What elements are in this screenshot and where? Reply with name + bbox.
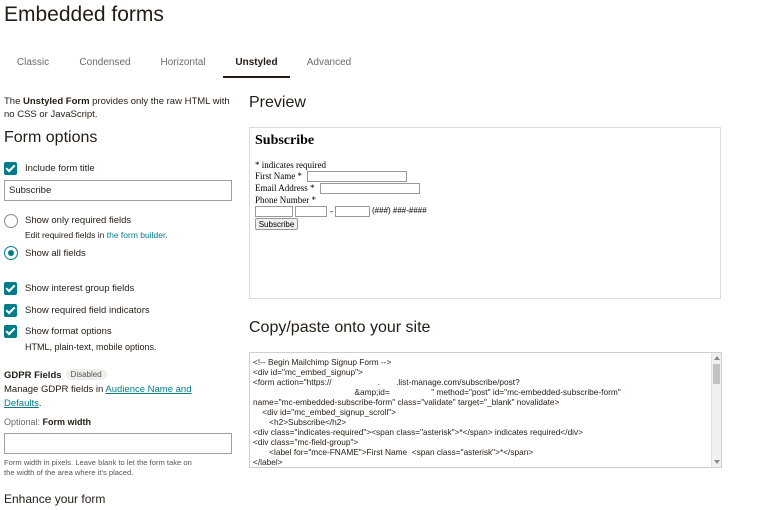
tab-classic[interactable]: Classic xyxy=(16,57,50,68)
preview-form-title: Subscribe xyxy=(255,133,315,148)
format-options-help: HTML, plain-text, mobile options. xyxy=(25,342,157,352)
scroll-up-arrow-icon[interactable] xyxy=(714,356,720,360)
format-options-label: Show format options xyxy=(25,326,112,337)
form-width-input[interactable] xyxy=(4,433,232,454)
preview-panel xyxy=(249,127,721,299)
preview-phone-line-input[interactable] xyxy=(335,206,370,217)
interest-group-checkbox[interactable] xyxy=(4,282,17,295)
code-line: <div class="mc-field-group"> xyxy=(253,437,359,447)
gdpr-disabled-badge: Disabled xyxy=(66,369,107,380)
code-line: <!-- Begin Mailchimp Signup Form --> xyxy=(253,357,392,367)
show-required-fields-label: Show only required fields xyxy=(25,215,132,226)
enhance-form-heading: Enhance your form xyxy=(4,492,106,506)
preview-required-note: * indicates required xyxy=(255,160,326,170)
form-options-heading: Form options xyxy=(4,129,98,146)
tab-horizontal[interactable]: Horizontal xyxy=(160,57,206,68)
form-builder-link[interactable]: the form builder xyxy=(106,230,166,240)
code-line: name="mc-embedded-subscribe-form" class="validate" target="_blank" novalidate> xyxy=(253,397,560,407)
preview-email-input[interactable] xyxy=(320,183,420,194)
preview-first-name-label: First Name * xyxy=(255,171,302,181)
preview-phone-area-input[interactable] xyxy=(255,206,293,217)
required-fields-help: Edit required fields in the form builder. xyxy=(25,230,168,240)
intro-text: The Unstyled Form provides only the raw HTML with no CSS or JavaScript. xyxy=(4,96,230,120)
code-line: <label for="mce-FNAME">First Name <span class="asterisk">*</span> xyxy=(253,447,534,457)
page-title: Embedded forms xyxy=(4,3,164,26)
preview-phone-format: (###) ###-#### xyxy=(372,206,427,215)
preview-email-label: Email Address * xyxy=(255,183,315,193)
include-form-title-label: Include form title xyxy=(25,163,95,174)
form-width-help: Form width in pixels. Leave blank to let the form take on the width of the area where it's placed. xyxy=(4,458,192,477)
preview-subscribe-button[interactable]: Subscribe xyxy=(255,218,298,230)
intro-form-name: Unstyled Form xyxy=(23,96,90,107)
code-line: <h2>Subscribe</h2> xyxy=(253,417,347,427)
audience-defaults-link-2[interactable]: Defaults xyxy=(4,398,39,409)
code-line: <div class="indicates-required"><span class="asterisk">*</span> indicates required</div> xyxy=(253,427,584,437)
scroll-down-arrow-icon[interactable] xyxy=(714,460,720,464)
interest-group-label: Show interest group fields xyxy=(25,283,135,294)
code-line: </label> xyxy=(253,457,283,467)
embed-code-textarea[interactable] xyxy=(249,352,722,468)
gdpr-help: Manage GDPR fields in Audience Name and Defaults. xyxy=(4,384,192,409)
show-required-fields-radio[interactable] xyxy=(4,214,18,228)
scroll-thumb[interactable] xyxy=(713,364,720,384)
gdpr-fields-heading: GDPR Fields Disabled xyxy=(4,369,107,381)
preview-phone-label: Phone Number * xyxy=(255,195,316,205)
include-form-title-checkbox[interactable] xyxy=(4,162,17,175)
preview-phone-dash: - xyxy=(330,206,333,216)
required-indicators-checkbox[interactable] xyxy=(4,304,17,317)
preview-phone-prefix-input[interactable] xyxy=(295,206,327,217)
show-all-fields-radio[interactable] xyxy=(4,246,18,260)
code-scrollbar[interactable] xyxy=(711,353,721,467)
code-line: <div id="mc_embed_signup_scroll"> xyxy=(253,407,397,417)
preview-first-name-input[interactable] xyxy=(307,171,407,182)
show-all-fields-label: Show all fields xyxy=(25,248,86,259)
tab-advanced[interactable]: Advanced xyxy=(306,57,352,68)
preview-heading: Preview xyxy=(249,94,306,111)
tab-bar xyxy=(0,52,768,78)
tab-condensed[interactable]: Condensed xyxy=(79,57,131,68)
required-indicators-label: Show required field indicators xyxy=(25,305,150,316)
copy-paste-heading: Copy/paste onto your site xyxy=(249,319,431,336)
code-line: <div id="mc_embed_signup"> xyxy=(253,367,363,377)
form-width-label: Optional: Form width xyxy=(4,417,92,427)
code-line: <form action="https:// . .list-manage.com/subscribe/post? xyxy=(253,377,520,387)
audience-defaults-link-1[interactable]: Audience Name and xyxy=(105,384,192,395)
code-line: &amp;id= " method="post" id="mc-embedded-subscribe-form" xyxy=(253,387,621,397)
tab-unstyled[interactable]: Unstyled xyxy=(223,52,290,78)
format-options-checkbox[interactable] xyxy=(4,325,17,338)
form-title-input[interactable] xyxy=(4,180,232,201)
